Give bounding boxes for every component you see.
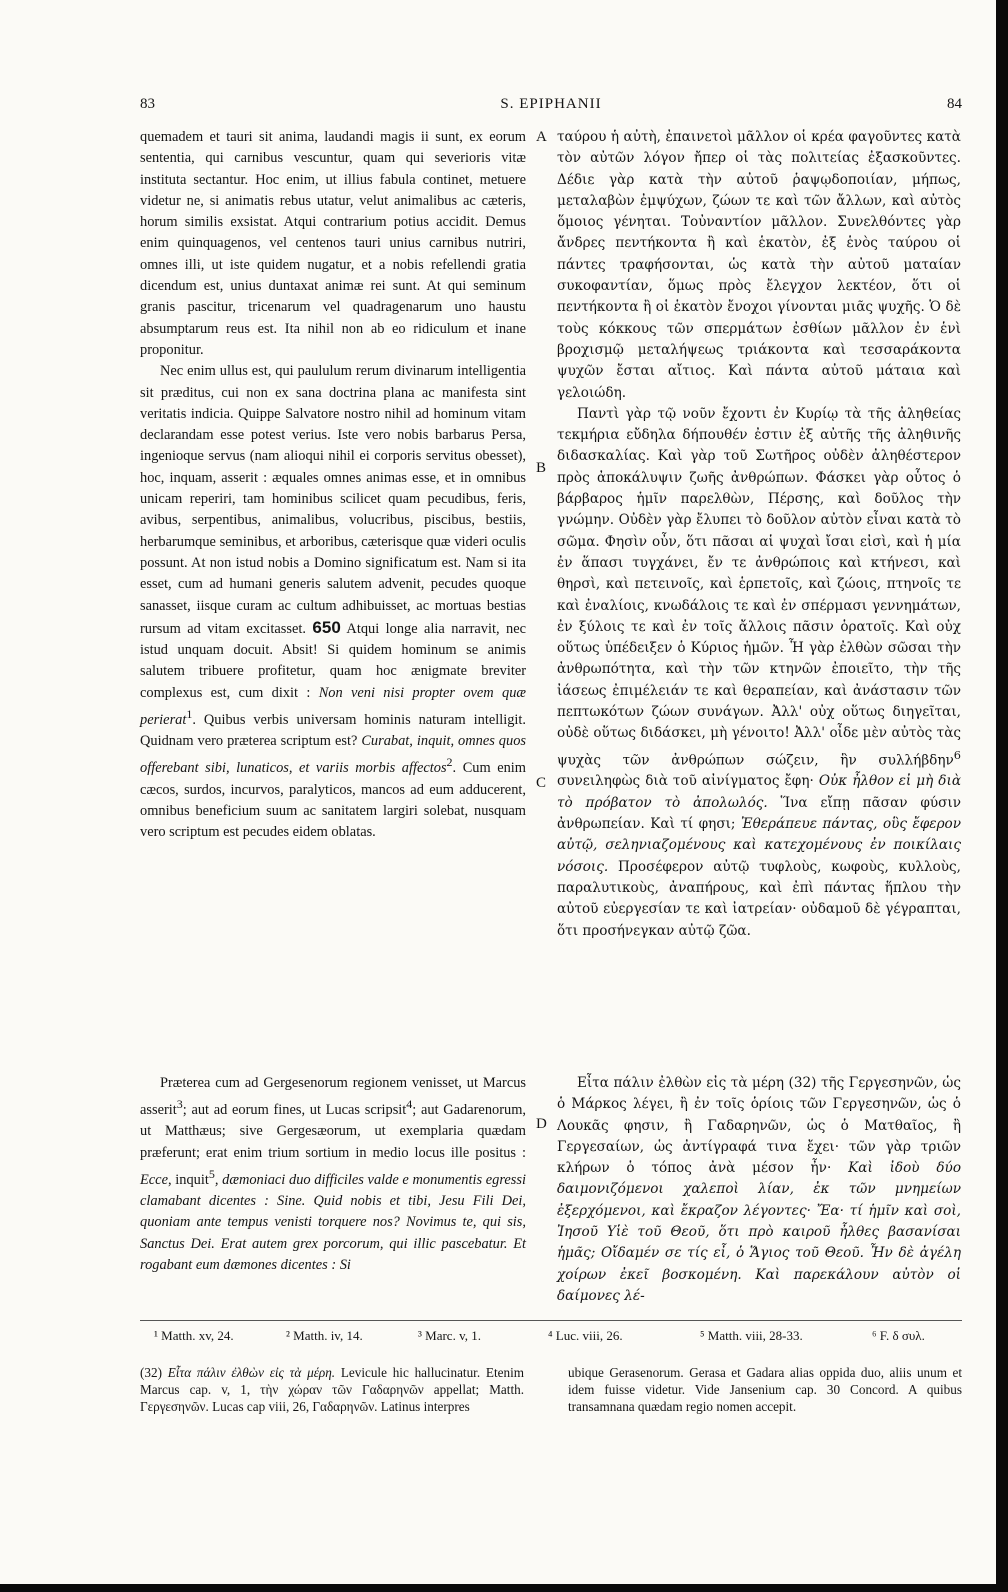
greek-paragraph-1: ταύρου ἡ αὐτὴ, ἐπαινετοὶ μᾶλλον οἱ κρέα φαγοῦντες κατὰ τὸν αὐτῶν λόγον ἤπερ οἱ τὰς πολιτείας ἐξασκοῦντες. Δέδιε γὰρ κατὰ τὴν αὐτοῦ ῥαψῳδοποιίαν, μήπως, μεταλαβὼν ἐμψύχων, ζώων τε καὶ τῶν ἄλλων, καὶ αὐτὸς ὅμοιος γένηται. Τοὐναντίον μᾶλλον. Συνελθόντες γὰρ ἄνδρες πεντήκοντα ἢ καὶ ἑκατὸν, ἐξ ἑνὸς ταύρου οἱ πάντες τραφήσονται, ὡς κατὰ τὴν αὐτοῦ ματαίαν συκοφαντίαν, ὅμως πρὸς ἔλεγχον λεκτέον, ὅτι οἱ πεντήκοντα ἢ οἱ ἑκατὸν ἔνοχοι γίνονται μιᾶς ψυχῆς. Ὁ δὲ τοὺς κόκκους τῶν σπερμάτων ἐσθίων μᾶλλον ἐν ἑνὶ βροχισμῷ μεταλήψεως τριάκοντα καὶ τεσσαράκοντα ψυχῶν ἔσται αἴτιος. Καὶ πάντα αὐτοῦ μάταια καὶ γελοιώδη. xyxy=(557,129,961,401)
latin-p3-text-b: ; aut ad eorum fines, ut Lucas scripsit xyxy=(182,1102,407,1119)
latin-quote-2: Curabat, inquit, omnes quos offerebant sibi, lunaticos, et variis morbis affectos xyxy=(140,733,526,777)
latin-p3-text-c: ; aut Gadarenorum, ut Matthæus; xyxy=(140,1102,526,1140)
footnote-ref-6: 6 xyxy=(953,747,961,762)
greek-p2-text-d: Ἵνα εἴπῃ πᾶσαν φύσιν ἀνθρωπείαν. Καὶ τί φησι; xyxy=(557,794,961,833)
scan-edge-bottom xyxy=(0,1584,1008,1592)
page-number-left: 83 xyxy=(140,96,155,112)
greek-quote-3: Καὶ ἰδοὺ δύο δαιμονιζόμενοι χαλεποὶ λίαν, ἐκ τῶν μνημείων ἐξερχόμενοι, καὶ ἔκραζον λέγοντες· Ἔα· τί ἡμῖν καὶ σοὶ, Ἰησοῦ Υἱὲ τοῦ Θεοῦ, ὅτι πρὸ καιροῦ ἦλθες βασανίσαι ἡμᾶς; Οἴδαμέν σε τίς εἶ, ὁ Ἅγιος τοῦ Θεοῦ. Ἦν δὲ ἀγέλη χοίρων ἐκεῖ βοσκομένη. Καὶ παρεκάλουν αὐτὸν οἱ δαίμονες λέ- xyxy=(557,1160,962,1304)
latin-column-lower xyxy=(140,1073,526,1276)
latin-p2-text-f: . Cum enim cæcos, surdos, incurvos, paralyticos, mancos ad eum adducerent, omnibus beneficium suum ac sanitatem largiri solebat, nusquam vero scriptum est pecudes eidem oblatas. xyxy=(140,760,526,841)
latin-paragraph-3 xyxy=(140,1073,526,1276)
footnote-ref-3: 3 xyxy=(176,1097,183,1112)
footnote-5: ⁵ Matth. viii, 28-33. xyxy=(700,1328,803,1343)
margin-marker-d: D xyxy=(536,1116,547,1132)
greek-paragraph-3 xyxy=(557,1073,961,1307)
greek-p2-text-b: συνειληφὼς διὰ τοῦ αἰνίγματος ἔφη· xyxy=(557,773,814,790)
greek-paragraph-2 xyxy=(557,404,961,942)
latin-p3-text-a: Præterea cum ad Gergesenorum regionem venisset, ut Marcus asserit xyxy=(140,1075,526,1119)
margin-marker-a: A xyxy=(536,129,547,145)
greek-p3-text-a: Εἶτα πάλιν ἐλθὼν εἰς τὰ μέρη (32) τῆς Γεργεσηνῶν, ὡς ὁ Μάρκος λέγει, ἢ ἐν τοῖς ὁρίοις τῶν Γεργεσηνῶν, ὡς ὁ Λουκᾶς φησιν, ἢ Γαδαρηνῶν, ὡς ὁ Ματθαῖος, ἢ Γεργεσαίων, ὡς ἀντίγραφά τινα ἔχει· τῶν γὰρ τριῶν κλήρων ὁ τόπος ἀνὰ μέσον ἦν· xyxy=(557,1075,961,1177)
footnote-ref-4: 4 xyxy=(406,1097,413,1112)
latin-paragraph-2 xyxy=(140,361,526,843)
note-number: (32) xyxy=(140,1365,162,1380)
footnote-3: ³ Marc. v, 1. xyxy=(418,1328,481,1343)
greek-p2-text-a: Παντὶ γὰρ τῷ νοῦν ἔχοντι ἐν Κυρίῳ τὰ τῆς ἀληθείας τεκμήρια εὔδηλα δήπουθέν ἐστιν ἐξ αὐτῆς τῆς ἀληθινῆς διδασκαλίας. Καὶ γὰρ τοῦ Σωτῆρος οὐδὲν ἀληθέστερον πρὸς ἀποκάλυψιν ζωῆς ἀνθρώπων. Φάσκει γὰρ οὗτος ὁ βάρβαρος ἡμῖν παρελθὼν, Πέρσης, καὶ δοῦλος τὴν γνώμην. Οὐδὲν γὰρ ἔλυπει τὸ δοῦλον αὐτὸν εἶναι κατὰ τὸ σῶμα. Φησὶν οὖν, ὅτι πᾶσαι αἱ ψυχαὶ ἴσαι εἰσὶ, καὶ ἡ μία ἐν ἅπασι τυγχάνει, ἔν τε ἀνθρώποις καὶ κτήνεσι, καὶ θηρσὶ, καὶ πετεινοῖς, καὶ ἑρπετοῖς, καὶ ζώοις, πτηνοῖς τε καὶ ἐναλίοις, κνωδάλοις τε καὶ ἐν σπέρμασι γεννημάτων, ἐν ξύλοις τε καὶ ἐν τοῖς ἄλλοις πᾶσιν ὁρατοῖς. Καὶ οὐχ οὕτως ὑπέδειξεν ὁ Κύριος ἡμῶν. Ἧ γὰρ ἐλθὼν σῶσαι τὴν ἀνθρωπότητα, καὶ τὴν τῶν κτηνῶν ἐποιεῖτο, τὴν τῆς ἰάσεως ἐπιμέλειάν τε καὶ θεραπείαν, καὶ ἀνάστασιν τῶν πεπτωκότων ζώων συνάγων. Ἀλλ' οὐχ οὕτως διηγεῖται, οὐδὲ οὕτως διδάσκει, μὴ γένοιτο! Ἀλλ' οἶδε μὲν αὐτὸς τὰς ψυχὰς τῶν ἀνθρώπων σώζειν, ἣν συλλήβδην xyxy=(557,405,961,769)
latin-p2-text-d: . Quibus verbis universam hominis naturam intelligit. Quidnam vero præterea scriptum est? xyxy=(140,711,526,750)
latin-quote-4: , dæmoniaci duo difficiles valde e monumentis egressi clamabant dicentes : Sine. Quid nobis et tibi, Jesu Fili Dei, quoniam ante tempus venisti torquere nos? Novimus te, qui sis, Sanctus Dei. Erat autem grex porcorum, qui illic pascebatur. Et rogabant eum dæmones dicentes : Si xyxy=(140,1171,526,1273)
footnote-1: ¹ Matth. xv, 24. xyxy=(154,1328,234,1343)
margin-marker-b: B xyxy=(536,460,547,476)
footnote-ref-5: 5 xyxy=(208,1166,215,1181)
editorial-note-right: ubique Gerasenorum. Gerasa et Gadara alias oppida duo, aliis unum et idem fuisse videtur. Vide Jansenium cap. 30 Concord. A quibus transamnana quædam regio nomen accepit. xyxy=(568,1365,962,1414)
footnote-6: ⁶ F. δ συλ. xyxy=(872,1328,925,1343)
latin-column xyxy=(140,127,526,843)
running-head xyxy=(140,96,962,120)
greek-p2-text-f: Προσέφερον αὐτῷ τυφλοὺς, κωφοὺς, κυλλοὺς, παραλυτικοὺς, ἀναπήρους, καὶ ἐπὶ πάντας ἥπλου τὴν αὐτοῦ εὐεργεσίαν τε καὶ ἰατρείαν· οὐδαμοῦ δὲ γέγραπται, ὅτι προσήνεγκαν αὐτῷ ζῶα. xyxy=(557,858,961,939)
latin-paragraph-1: quemadem et tauri sit anima, laudandi magis ii sunt, ex eorum sententia, qui carnibus vescuntur, quam qui severioris vitæ instituta sectantur. Hoc enim, ut illius fabula continet, metuere videtur ne, si animatis rebus utatur, velut animalibus ac cæteris, horum similis exsistat. Atqui contrarium potius accidit. Demus enim quinquagenos, vel centenos tauri unius carnibus nutriri, omnes illi, ut iste quidem nugatur, et a nobis refellendi gratia dicendum est, unius duntaxat animæ rei sunt. At qui seminum granis pascitur, tricenarum vel quadragenarum uno haustu absumptarum reus est. Ita nihil non ab eo ridiculum et inane proponitur. xyxy=(140,129,526,358)
latin-quote-1: Non veni nisi propter ovem quæ perierat xyxy=(140,684,526,728)
latin-p3-text-f: , inquit xyxy=(167,1171,209,1188)
footnote-ref-1: 1 xyxy=(186,707,193,722)
footnote-divider xyxy=(140,1320,962,1321)
greek-column xyxy=(557,127,961,942)
page-number-right: 84 xyxy=(947,96,962,112)
latin-quote-3: Ecce xyxy=(140,1171,168,1188)
greek-quote-2: Ἐθεράπευε πάντας, οὓς ἔφερον αὐτῷ, σεληνιαζομένους καὶ κατεχομένους ἐν ποικίλαις νόσοις. xyxy=(557,816,962,875)
footnotes xyxy=(140,1328,962,1350)
scan-edge-right xyxy=(996,0,1008,1592)
page-title: S. EPIPHANII xyxy=(500,96,602,112)
footnote-2: ² Matth. iv, 14. xyxy=(286,1328,363,1343)
latin-p3-text-d: sive Gergesæorum, ut exemplaria quædam præferunt; erat enim trium sortium in medio locus ille positus : xyxy=(140,1123,526,1161)
footnote-4: ⁴ Luc. viii, 26. xyxy=(548,1328,623,1343)
latin-p2-text-a: Nec enim ullus est, qui paululum rerum divinarum intelligentia sit præditus, cui non ex sana doctrina plana ac manifesta sint veritatis indicia. Quippe Salvatore nostro nihil ad hominum vitam declarandam esse potest verius. Iste vero nobis barbarus Persa, ingenioque servus (nam alioqui nihil ei corporis servitus obesset), hoc, inquam, asserit : æquales omnes animas esse, et in omnibus unicam reperiri, tam hominibus scilicet quam pecudibus, feris, avibus, serpentibus, animalibus, volucribus, piscibus, bestiis, herbarumque seminibus, et arboribus, cæterisque quæ videri oculis possunt. At non istud nobis a Domino significatum est. Nam si ita esset, cum ad humani generis salutem advenit, pecudes quoque sanasset, iisque curam ac cultum adhibuisset, ac mortuas bestias rursum ad vitam excitasset. xyxy=(140,363,526,637)
footnote-ref-2: 2 xyxy=(446,755,453,770)
margin-marker-c: C xyxy=(536,775,547,791)
greek-column-lower xyxy=(557,1073,961,1307)
greek-quote-1: Οὐκ ἦλθον εἰ μὴ διὰ τὸ πρόβατον τὸ ἀπολωλός. xyxy=(557,773,961,811)
column-number: 650 xyxy=(312,617,341,637)
note-lemma: Εἶτα πάλιν ἐλθὼν εἰς τὰ μέρη. xyxy=(167,1365,336,1380)
latin-p2-text-b: Atqui longe alia narravit, nec istud unquam docuit. Absit! Si quidem hominum se animis salutem tribuere profitetur, quam hoc ænigmate breviter complexus est, cum dixit : xyxy=(140,620,526,701)
editorial-note-left xyxy=(140,1364,524,1415)
note-text-left: Levicule hic hallucinatur. Etenim Marcus cap. v, 1, τὴν χώραν τῶν Γαδαρηνῶν appellat; Matth. Γεργεσηνῶν. Lucas cap viii, 26, Γαδαρηνῶν. Latinus interpres xyxy=(140,1365,524,1414)
